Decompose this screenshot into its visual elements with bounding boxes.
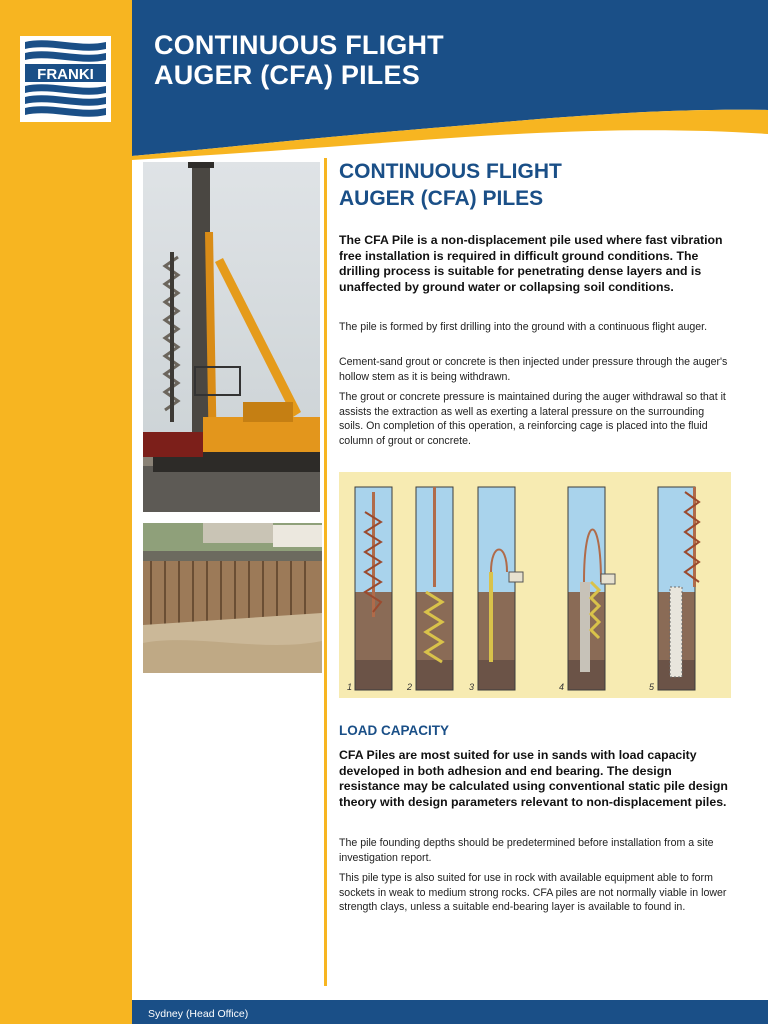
logo-text: FRANKI [37,66,94,83]
step-label-3: 3 [469,682,475,692]
load-capacity-paragraph-1: The pile founding depths should be predetermined before installation from a site investigation report. [339,837,714,864]
paragraph-2: Cement-sand grout or concrete is then injected under pressure through the auger's hollow stem as it is being withdrawn. [339,356,728,383]
cfa-rig-photo [143,162,320,512]
section-title: CONTINUOUS FLIGHT AUGER (CFA) PILES [339,160,562,210]
step-label-5: 5 [649,682,655,692]
side-band [0,0,132,1024]
intro-lead: The CFA Pile is a non-displacement pile used where fast vibration free installation is required in difficult ground conditions. The drilling process is suitable for penetrating dense layers and is unaffected by ground water or collapsing soil conditions. [339,233,723,294]
footer-bar [132,1000,768,1024]
excavation-photo [143,523,322,673]
column-divider [324,158,327,986]
load-capacity-lead: CFA Piles are most suited for use in sands with load capacity developed in both adhesion and end bearing. The design resistance may be calculated using conventional static pile design theory with design parameters relevant to non-displacement piles. [339,748,728,809]
paragraph-1: The pile is formed by first drilling into the ground with a continuous flight auger. [339,321,708,333]
header-banner [132,0,768,160]
footer-office-label: Sydney (Head Office) [148,1008,249,1020]
panel-5 [658,487,699,690]
step-label-4: 4 [559,682,565,692]
franki-logo [20,36,111,122]
load-capacity-title: LOAD CAPACITY [339,723,449,738]
step-label-1: 1 [347,682,353,692]
paragraph-3: The grout or concrete pressure is maintained during the auger withdrawal so that it assists the extraction as well as exerting a lateral pressure on the surrounding soils. On completion of this operation, a reinforcing cage is placed into the fluid column of grout or concrete. [339,391,726,447]
load-capacity-paragraph-2: This pile type is also suited for use in rock with available equipment able to form sockets in weak to medium strong rocks. CFA piles are not normally viable in lower strength clays, unless a suitable end-bearing layer is available to found in. [339,872,727,913]
cfa-process-diagram [339,472,731,698]
step-label-2: 2 [407,682,413,692]
panel-1 [355,487,392,690]
panel-2 [416,487,453,690]
header-title: CONTINUOUS FLIGHT AUGER (CFA) PILES [154,30,444,90]
